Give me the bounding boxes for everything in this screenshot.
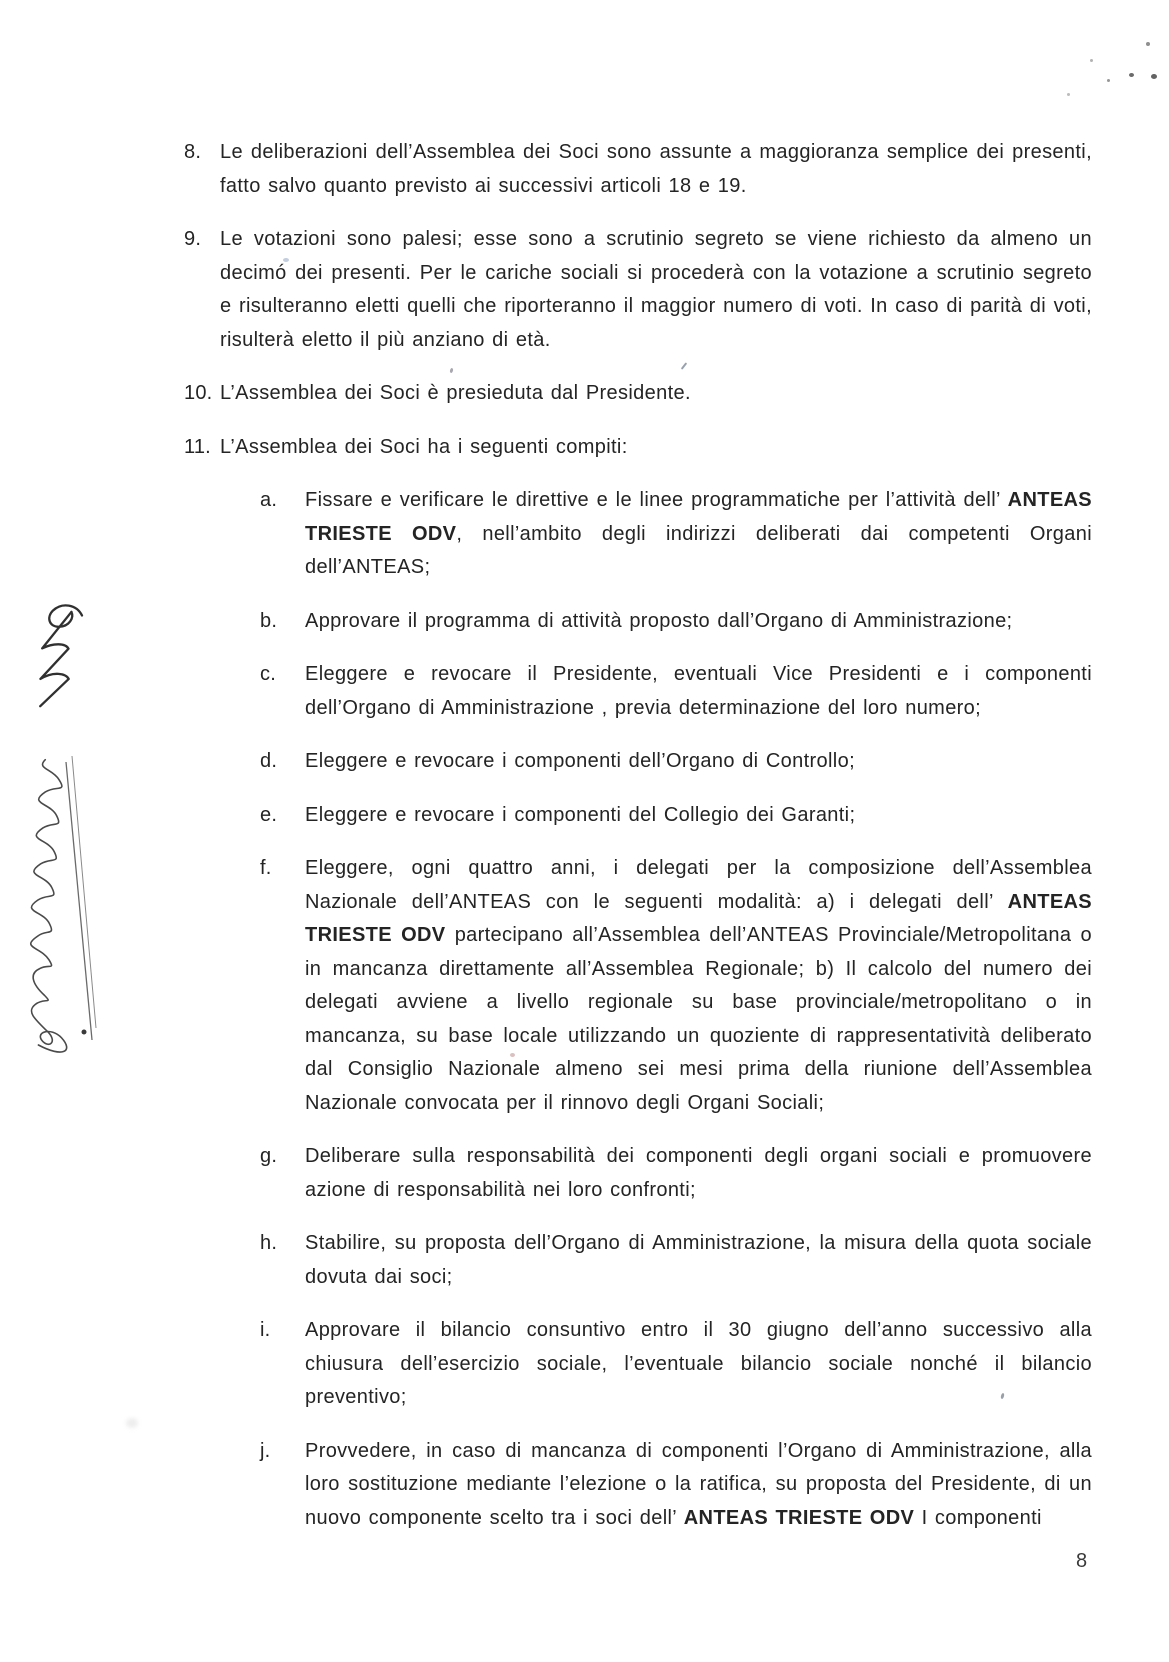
subitem-text: [305, 484, 1092, 585]
item-number: 8.: [184, 141, 202, 163]
subitem-letter: e.: [260, 803, 278, 826]
subitem-text-pre: Provvedere, in caso di mancanza di componenti l’Organo di Amministrazione, alla loro sostituzione mediante l’elezione o la ratifica, su proposta del Presidente, di un nuovo componente scelto tra i soci dell’: [305, 1439, 1092, 1529]
subitem-text: [305, 1435, 1092, 1536]
subitem-letter: i.: [260, 1319, 271, 1341]
sublist-item-b: [260, 605, 1092, 639]
sublist-item-d: [260, 745, 1092, 779]
subitem-text: Eleggere e revocare i componenti dell’Organo di Controllo;: [305, 750, 855, 772]
subitem-letter: j.: [260, 1439, 271, 1462]
subitem-letter: h.: [260, 1232, 278, 1254]
subitem-text-pre: Eleggere, ogni quattro anni, i delegati per la composizione dell’Assemblea Nazionale dell’ANTEAS con le seguenti modalità: a) i delegati dell’: [305, 857, 1092, 913]
subitem-text: Approvare il programma di attività proposto dall’Organo di Amministrazione;: [305, 609, 1013, 632]
org-name-bold: ANTEAS TRIESTE ODV: [305, 890, 1092, 946]
subitem-text-post: , nell’ambito degli indirizzi deliberati dai competenti Organi dell’ANTEAS;: [305, 522, 1092, 578]
scan-speck: [1090, 59, 1093, 62]
sublist-item-i: [260, 1314, 1092, 1415]
item-number: 10.: [184, 382, 213, 404]
subitem-text: Eleggere e revocare i componenti del Collegio dei Garanti;: [305, 803, 856, 826]
subitem-text: [305, 852, 1092, 1120]
item-number: 11.: [184, 435, 211, 458]
subitem-text: Stabilire, su proposta dell’Organo di Amministrazione, la misura della quota sociale dovuta dai soci;: [305, 1232, 1092, 1288]
item-text: Le votazioni sono palesi; esse sono a scrutinio segreto se viene richiesto da almeno un decimó dei presenti. Per le cariche sociali si procederà con la votazione a scrutinio segreto e risulteranno eletti quelli che riporteranno il maggior numero di voti. In caso di parità di voti, risulterà eletto il più anziano di età.: [220, 228, 1092, 351]
subitem-letter: b.: [260, 609, 278, 632]
subitem-text: Eleggere e revocare il Presidente, eventuali Vice Presidenti e i componenti dell’Organo di Amministrazione , previa determinazione del loro numero;: [305, 663, 1092, 719]
item-text: L’Assemblea dei Soci è presieduta dal Presidente.: [220, 382, 691, 404]
subitem-letter: g.: [260, 1145, 278, 1167]
list-item-11: [184, 431, 1092, 465]
list-item-8: [184, 136, 1092, 203]
scan-speck: [1129, 73, 1134, 77]
item-number: 9.: [184, 228, 202, 250]
subitem-letter: d.: [260, 750, 278, 772]
sublist-item-f: [260, 852, 1092, 1120]
subitem-text-pre: Fissare e verificare le direttive e le linee programmatiche per l’attività dell’: [305, 489, 1008, 511]
signature-initials: [27, 603, 94, 706]
list-item-9: [184, 223, 1092, 357]
org-name-bold: ANTEAS TRIESTE ODV: [683, 1506, 915, 1529]
subitem-letter: f.: [260, 857, 272, 879]
subitem-text-post: partecipano all’Assemblea dell’ANTEAS Provinciale/Metropolitana o in mancanza direttamente all’Assemblea Regionale; b) Il calcolo del numero dei delegati avviene a livello regionale su base provinciale/metropolitano o in mancanza, su base locale utilizzando un quoziente di rappresentatività deliberato dal Consiglio Nazionale almeno sei mesi prima della riunione dell’Assemblea Nazionale convocata per il rinnovo degli Organi Sociali;: [305, 924, 1093, 1114]
sublist-item-j: [260, 1435, 1092, 1536]
subitem-text-post: I componenti: [914, 1506, 1042, 1529]
handwritten-signature: [0, 570, 120, 1080]
scan-speck: [126, 1418, 138, 1428]
sublist-item-e: [260, 799, 1092, 833]
sublist-item-h: [260, 1227, 1092, 1294]
sublist-item-c: [260, 658, 1092, 725]
subitem-letter: c.: [260, 663, 276, 685]
org-name-bold: ANTEAS TRIESTE ODV: [305, 489, 1092, 545]
sublist-item-g: [260, 1140, 1092, 1207]
item-text: Le deliberazioni dell’Assemblea dei Soci sono assunte a maggioranza semplice dei presenti, fatto salvo quanto previsto ai successivi articoli 18 e 19.: [220, 141, 1092, 197]
item-text: L’Assemblea dei Soci ha i seguenti compiti:: [220, 435, 628, 458]
subitem-text: Approvare il bilancio consuntivo entro il 30 giugno dell’anno successivo alla chiusura dell’esercizio sociale, l’eventuale bilancio sociale nonché il bilancio preventivo;: [305, 1319, 1092, 1408]
subitem-text: Deliberare sulla responsabilità dei componenti degli organi sociali e promuovere azione di responsabilità nei loro confronti;: [305, 1145, 1092, 1201]
scan-speck: [1107, 79, 1110, 82]
scan-speck: [1151, 74, 1157, 79]
page-number: 8: [1076, 1550, 1088, 1572]
scan-speck: [1067, 93, 1070, 96]
list-item-10: [184, 377, 1092, 411]
subitem-letter: a.: [260, 489, 278, 511]
signature-script: [8, 756, 101, 1053]
document-body: [184, 136, 1092, 1535]
sublist-item-a: [260, 484, 1092, 585]
scan-speck: [1146, 42, 1150, 46]
